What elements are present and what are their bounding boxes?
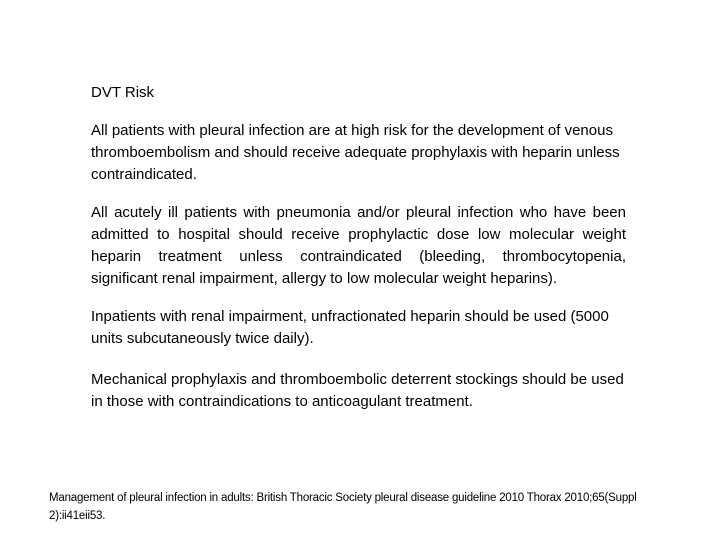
paragraph-mechanical-prophylaxis: Mechanical prophylaxis and thromboembolic deterrent stockings should be used in those with contraindications to anticoagulant treatment. (91, 371, 624, 410)
citation-reference: Management of pleural infection in adults: British Thoracic Society pleural disease guideline 2010 Thorax 2010;65(Suppl 2):ii41eii53. (49, 492, 637, 522)
paragraph-high-risk: All patients with pleural infection are at high risk for the development of venous thromboembolism and should receive adequate prophylaxis with heparin unless contraindicated. (91, 122, 620, 183)
paragraph-acutely-ill-prophylaxis: All acutely ill patients with pneumonia and/or pleural infection who have been admitted to hospital should receive prophylactic dose low molecular weight heparin treatment unless contraindicated (bleeding, thrombocytopenia, significant renal impairment, allergy to low molecular weight heparins). (91, 204, 626, 287)
slide-title: DVT Risk (91, 84, 155, 101)
slide-body (91, 82, 626, 429)
paragraph-renal-impairment: Inpatients with renal impairment, unfractionated heparin should be used (5000 units subcutaneously twice daily). (91, 308, 609, 347)
